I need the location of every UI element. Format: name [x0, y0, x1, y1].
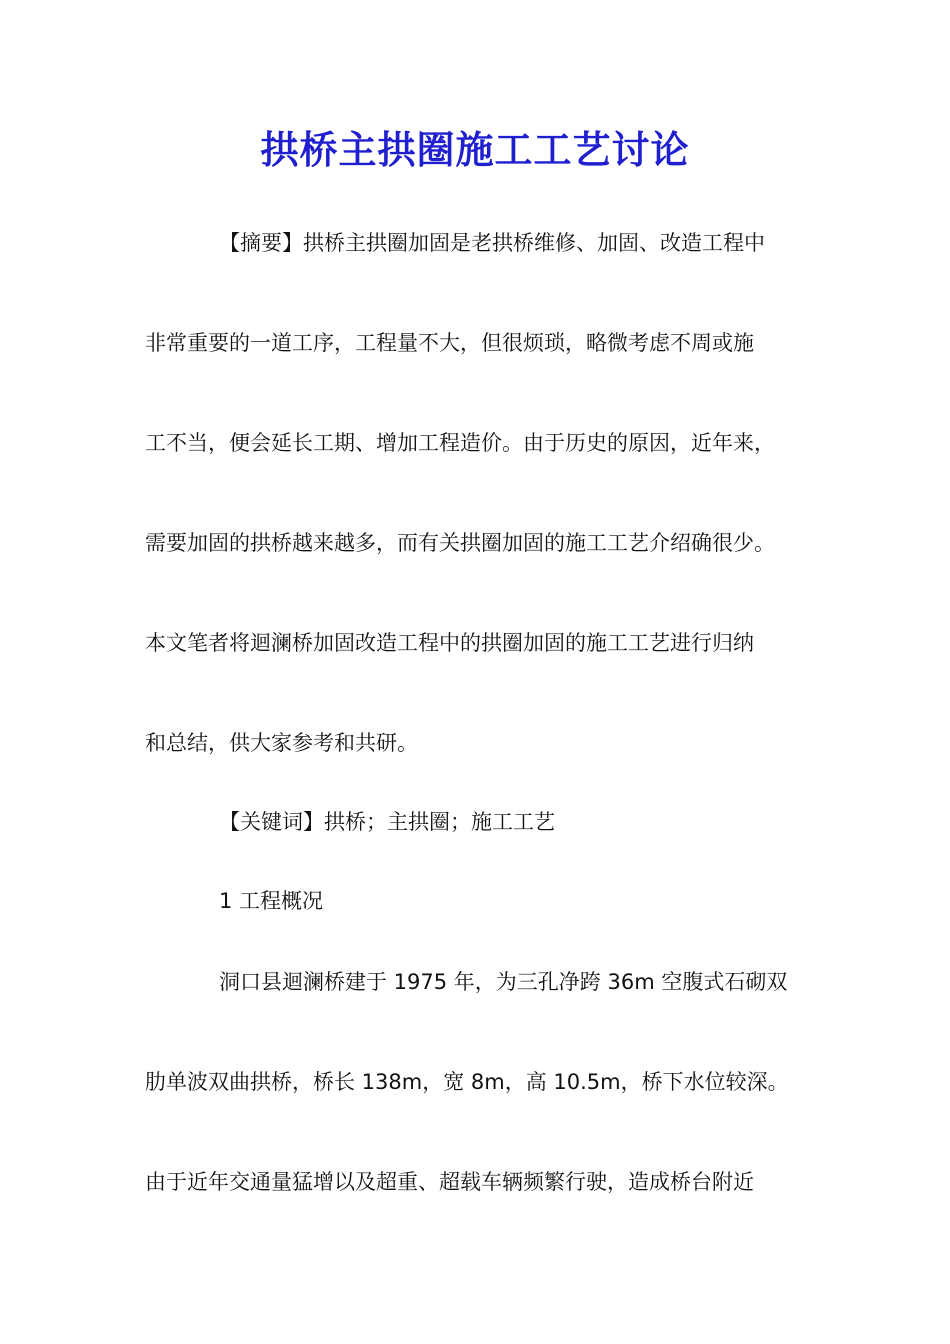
section-heading: 1 工程概况 [219, 889, 324, 913]
abstract-line: 和总结，供大家参考和共研。 [145, 731, 418, 755]
document-title: 拱桥主拱圈施工工艺讨论 [260, 127, 690, 172]
body-line: 由于近年交通量猛增以及超重、超载车辆频繁行驶，造成桥台附近 [145, 1170, 754, 1194]
abstract-line: 本文笔者将迴澜桥加固改造工程中的拱圈加固的施工工艺进行归纳 [145, 631, 754, 655]
abstract-line: 【摘要】拱桥主拱圈加固是老拱桥维修、加固、改造工程中 [219, 231, 765, 255]
abstract-line: 需要加固的拱桥越来越多，而有关拱圈加固的施工工艺介绍确很少。 [145, 531, 775, 555]
abstract-line: 非常重要的一道工序，工程量不大，但很烦琐，略微考虑不周或施 [145, 331, 754, 355]
body-line: 洞口县迴澜桥建于 1975 年，为三孔净跨 36m 空腹式石砌双 [219, 970, 788, 994]
body-line: 肋单波双曲拱桥，桥长 138m，宽 8m，高 10.5m，桥下水位较深。 [145, 1070, 789, 1094]
keywords-line: 【关键词】拱桥；主拱圈；施工工艺 [219, 810, 555, 834]
abstract-line: 工不当，便会延长工期、增加工程造价。由于历史的原因，近年来， [145, 431, 775, 455]
